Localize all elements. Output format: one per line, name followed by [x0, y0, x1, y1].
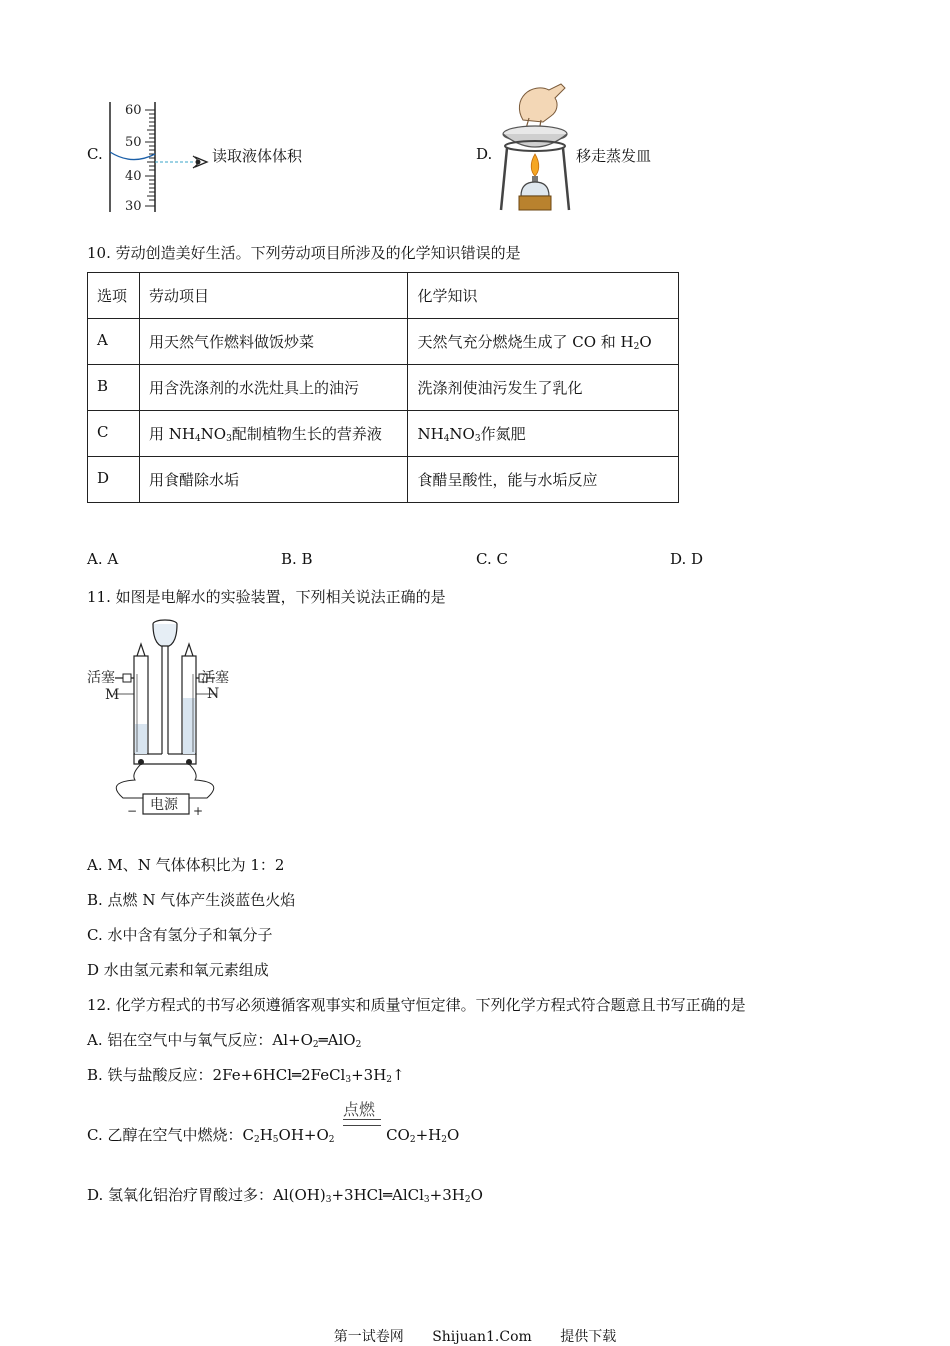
- cylinder-tick-50: 50: [125, 135, 142, 150]
- row-knowledge: $NH_4NO_3$作氮肥: [408, 411, 679, 457]
- row-labor: 用含洗涤剂的水洗灶具上的油污: [139, 365, 408, 411]
- q10-choice-c[interactable]: C. C: [476, 550, 508, 568]
- graduated-cylinder-figure: [105, 100, 215, 215]
- header-option: 选项: [88, 273, 140, 319]
- q9-option-d-label: D.: [476, 145, 493, 163]
- q10-choice-b[interactable]: B. B: [281, 550, 313, 568]
- row-option: A: [88, 319, 140, 365]
- row-knowledge: 洗涤剂使油污发生了乳化: [408, 365, 679, 411]
- header-labor-project: 劳动项目: [139, 273, 408, 319]
- row-labor: 用 $NH_4NO_3$配制植物生长的营养液: [139, 411, 408, 457]
- q11-stem: 11. 如图是电解水的实验装置，下列相关说法正确的是: [87, 588, 446, 606]
- table-row: [88, 319, 679, 365]
- q9-option-c-label: C.: [87, 145, 103, 163]
- row-knowledge: 天然气充分燃烧生成了 CO 和 $H_2O$: [408, 319, 679, 365]
- q12-stem: 12. 化学方程式的书写必须遵循客观事实和质量守恒定律。下列化学方程式符合题意且书写正确的是: [87, 996, 746, 1014]
- alcohol-lamp-icon: [521, 182, 549, 196]
- q11-option-c[interactable]: C. 水中含有氢分子和氧分子: [87, 926, 273, 944]
- q12-option-d[interactable]: D. 氢氧化铝治疗胃酸过多：$Al(OH)_3+3HCl═AlCl_3+3H_2O$: [87, 1186, 483, 1205]
- table-row: [88, 365, 679, 411]
- footer-site-cn: 第一试卷网: [333, 1329, 404, 1345]
- reaction-condition-ignite: 点燃: [343, 1100, 376, 1119]
- q10-choice-d[interactable]: D. D: [670, 550, 704, 568]
- left-valve-label: 活塞: [87, 670, 115, 686]
- row-knowledge: 食醋呈酸性，能与水垢反应: [408, 457, 679, 503]
- page-footer: [0, 1326, 950, 1346]
- q11-option-b[interactable]: B. 点燃 N 气体产生淡蓝色火焰: [87, 891, 296, 909]
- q11-option-d[interactable]: D 水由氢元素和氧元素组成: [87, 961, 269, 979]
- reaction-arrow-equals: [343, 1119, 381, 1126]
- table-row: [88, 411, 679, 457]
- plus-terminal: +: [193, 804, 204, 818]
- row-labor: 用天然气作燃料做饭炒菜: [139, 319, 408, 365]
- power-label: 电源: [150, 797, 178, 813]
- cylinder-tick-30: 30: [125, 199, 142, 214]
- q12-option-c[interactable]: C. 乙醇在空气中燃烧：$C_2H_5OH+O_2$ $CO_2+H_2O$: [87, 1126, 460, 1145]
- cylinder-tick-60: 60: [125, 103, 142, 118]
- row-labor: 用食醋除水垢: [139, 457, 408, 503]
- tube-m-label: M: [105, 687, 120, 703]
- footer-download: 提供下载: [560, 1329, 617, 1345]
- q9-option-d-text: 移走蒸发皿: [576, 147, 652, 165]
- row-option: D: [88, 457, 140, 503]
- hand-icon: [519, 84, 565, 122]
- right-valve-label: 活塞: [201, 670, 229, 686]
- footer-site-en[interactable]: Shijuan1.Com: [432, 1329, 532, 1345]
- q10-choice-a[interactable]: A. A: [87, 550, 119, 568]
- evaporating-dish-figure: [495, 82, 575, 214]
- q10-stem: 10. 劳动创造美好生活。下列劳动项目所涉及的化学知识错误的是: [87, 244, 521, 262]
- table-header-row: [88, 273, 679, 319]
- q12-option-b[interactable]: B. 铁与盐酸反应：$2Fe+6HCl═2FeCl_3+3H_2↑$: [87, 1066, 405, 1085]
- table-row: [88, 457, 679, 503]
- cylinder-tick-40: 40: [125, 169, 142, 184]
- minus-terminal: −: [127, 804, 138, 818]
- row-option: B: [88, 365, 140, 411]
- electrolysis-apparatus-figure: [85, 614, 245, 820]
- flame-icon: [531, 154, 539, 176]
- q12-option-a[interactable]: A. 铝在空气中与氧气反应：$Al+O_2═AlO_2$: [87, 1031, 362, 1050]
- q10-table: [87, 272, 679, 503]
- row-option: C: [88, 411, 140, 457]
- q9-option-c-text: 读取液体体积: [212, 147, 303, 165]
- tube-n-label: N: [207, 686, 220, 702]
- q11-option-a[interactable]: A. M、N 气体体积比为 1：2: [87, 856, 285, 874]
- header-chem-knowledge: 化学知识: [408, 273, 679, 319]
